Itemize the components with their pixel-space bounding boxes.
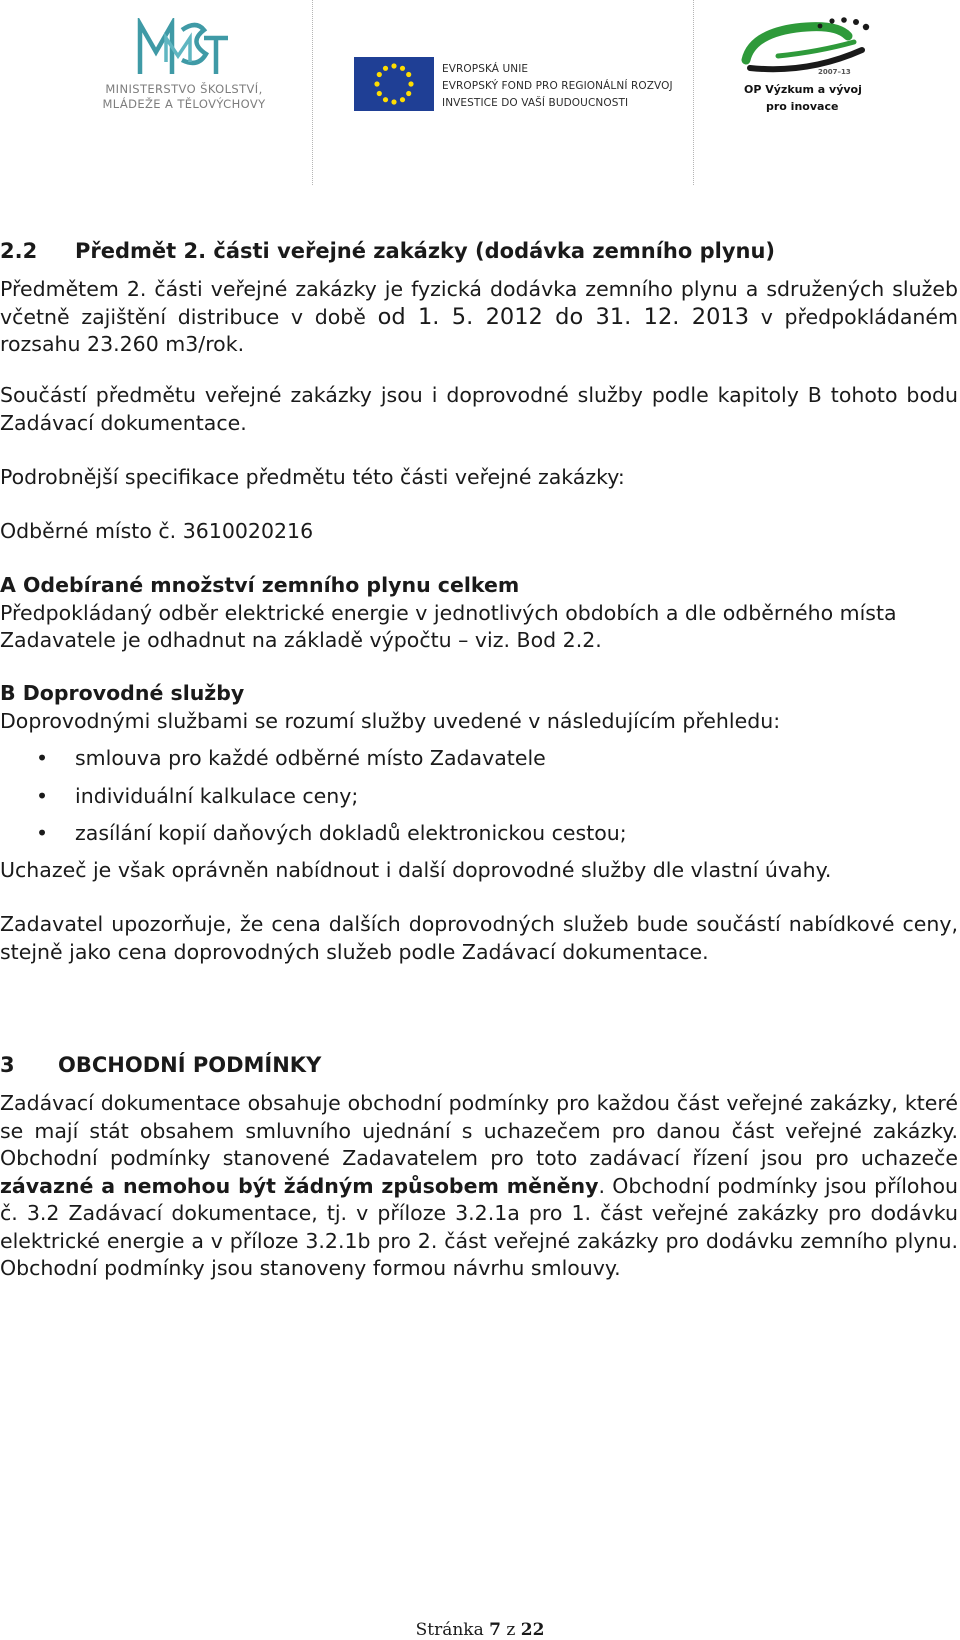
header-divider: [312, 0, 313, 185]
subject-paragraph: [0, 276, 958, 359]
services-paragraph: Součástí předmětu veřejné zakázky jsou i doprovodné služby podle kapitoly B tohoto bodu Zadávací dokumentace.: [0, 383, 958, 435]
op-year: 2007–13: [818, 68, 851, 76]
op-line1: OP Výzkum a vývoj: [744, 83, 862, 96]
bullet-icon: •: [36, 746, 49, 770]
terms-binding-emphasis: závazné a nemohou být žádným způsobem měněny: [0, 1173, 599, 1198]
current-page: 7: [489, 1620, 501, 1640]
msmt-mark-icon: [136, 18, 232, 78]
footer-middle: z: [500, 1620, 521, 1640]
eu-logo-text: [442, 61, 673, 112]
list-item-text: individuální kalkulace ceny;: [75, 784, 359, 808]
list-item-text: smlouva pro každé odběrné místo Zadavatele: [75, 746, 546, 770]
subsection-b: [0, 680, 958, 735]
section-title: Předmět 2. části veřejné zakázky (dodávka zemního plynu): [75, 239, 776, 263]
op-vavpi-logo: [738, 12, 898, 122]
subsection-a: [0, 572, 958, 655]
subject-text: Předmětem 2. části veřejné zakázky je fyzická dodávka zemního plynu a sdružených služeb včetně zajištění distribuce v době: [0, 277, 958, 329]
total-pages: 22: [520, 1620, 545, 1640]
subsection-a-text: Předpokládaný odběr elektrické energie v jednotlivých obdobích a dle odběrného místa Zadavatele je odhadnut na základě výpočtu – viz. Bod 2.2.: [0, 600, 897, 652]
subsection-b-text: Doprovodnými službami se rozumí služby uvedené v následujícím přehledu:: [0, 708, 781, 733]
specification-paragraph: Podrobnější specifikace předmětu této části veřejné zakázky:: [0, 465, 625, 489]
page-header: [0, 0, 960, 190]
subsection-a-heading: A Odebírané množství zemního plynu celkem: [0, 573, 520, 597]
offtake-point: Odběrné místo č. 3610020216: [0, 519, 314, 543]
header-divider: [693, 0, 694, 185]
footer-prefix: Stránka: [415, 1620, 490, 1640]
eu-flag-icon: [354, 57, 434, 111]
section-2-2-heading: [0, 239, 775, 263]
terms-text: Zadávací dokumentace obsahuje obchodní podmínky pro každou část veřejné zakázky, které se mají stát obsahem smluvního ujednání s uchazečem pro danou část veřejné zakázky. Obchodní podmínky stanovené Zadavatelem pro toto zadávací řízení jsou pro uchazeče: [0, 1091, 958, 1170]
bullet-icon: •: [36, 784, 49, 808]
section-3-heading: [0, 1053, 321, 1077]
terms-text-end: . Obchodní podmínky jsou přílohou č. 3.2 Zadávací dokumentace, tj. v příloze 3.2.1a pro 1. část veřejné zakázky pro dodávku elektrické energie a v příloze 3.2.1b pro 2. část veřejné zakázky pro dodávku zemního plynu. Obchodní podmínky jsou stanoveny formou návrhu smlouvy.: [0, 1173, 958, 1280]
op-line2: pro inovace: [766, 100, 839, 113]
msmt-logo: [86, 18, 282, 118]
eu-line3: INVESTICE DO VAŠÍ BUDOUCNOSTI: [442, 97, 629, 109]
eu-line2: EVROPSKÝ FOND PRO REGIONÁLNÍ ROZVOJ: [442, 80, 673, 92]
eu-logo: [354, 55, 673, 115]
notice-paragraph: Zadavatel upozorňuje, že cena dalších doprovodných služeb bude součástí nabídkové ceny, stejně jako cena doprovodných služeb podle Zadávací dokumentace.: [0, 912, 958, 964]
msmt-name-line1: MINISTERSTVO ŠKOLSTVÍ,: [105, 82, 263, 96]
section-title: OBCHODNÍ PODMÍNKY: [58, 1053, 322, 1077]
commercial-terms-paragraph: [0, 1090, 958, 1283]
page-footer: [0, 1620, 960, 1640]
msmt-name-line2: MLÁDEŽE A TĚLOVÝCHOVY: [102, 97, 266, 111]
subject-text-end: v předpokládaném rozsahu 23.260 m3/rok.: [0, 304, 958, 356]
op-logo-text: [744, 81, 862, 115]
section-number: 3: [0, 1053, 15, 1077]
subsection-b-heading: B Doprovodné služby: [0, 681, 245, 705]
list-item-text: zasílání kopií daňových dokladů elektronickou cestou;: [75, 821, 627, 845]
delivery-period: od 1. 5. 2012 do 31. 12. 2013: [377, 303, 750, 330]
bullet-icon: •: [36, 821, 49, 845]
section-number: 2.2: [0, 239, 38, 263]
additional-services-paragraph: Uchazeč je však oprávněn nabídnout i další doprovodné služby dle vlastní úvahy.: [0, 858, 832, 882]
eu-line1: EVROPSKÁ UNIE: [442, 63, 529, 75]
